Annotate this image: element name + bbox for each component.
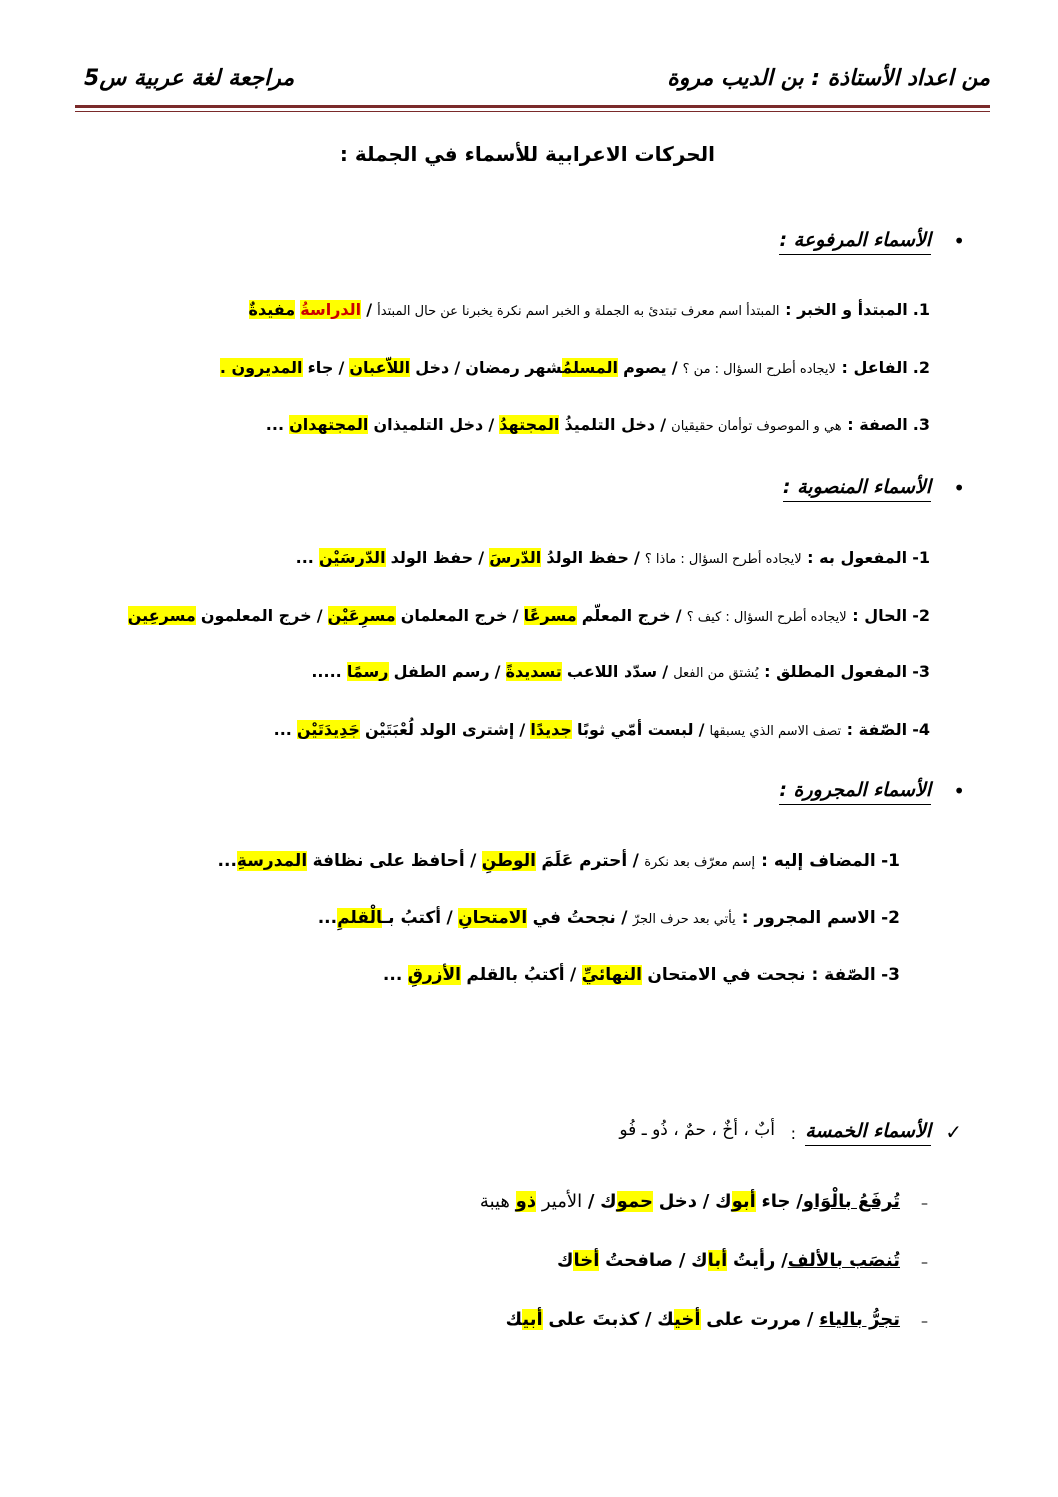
separator: / <box>702 1191 710 1212</box>
example-highlight: المديرون . <box>219 358 303 377</box>
header-right: من اعداد الأستاذة : بن الديب مروة <box>667 66 990 91</box>
item-definition: إسم معرّف بعد نكرة <box>644 855 756 870</box>
example-text: هيبة <box>479 1191 510 1212</box>
bullet-icon: • <box>953 779 965 803</box>
item-number: 1- <box>881 851 900 871</box>
item-number: 2- <box>881 908 900 928</box>
item-label: الاسم المجرور <box>754 908 876 928</box>
section-heading-marfoua: الأسماء المرفوعة : <box>779 229 931 255</box>
item-definition: لايجاده أطرح السؤال : كيف ؟ <box>686 610 847 625</box>
separator: / <box>662 662 669 681</box>
list-item: 2. الفاعل : لايجاده أطرح السؤال : من ؟ / يصوم المسلمُشهر رمضان / دخل اللاّعبان / جاء المديرون . <box>219 358 930 377</box>
separator: / <box>454 358 461 377</box>
example-highlight: تسديدةً <box>505 662 562 681</box>
example-text: إشترى الولد لُعْبَتَيْن <box>365 720 515 739</box>
item-number: 4- <box>912 720 930 739</box>
header-rule <box>75 105 990 108</box>
list-item: 3- المفعول المطلق : يُشتق من الفعل / سدّد اللاعب تسديدةً / رسم الطفل رسمًا ..... <box>311 662 930 681</box>
example-highlight: المجتهدُ <box>499 415 560 434</box>
example-text: يصوم <box>623 358 667 377</box>
list-item: 2- الحال : لايجاده أطرح السؤال : كيف ؟ / خرج المعلّم مسرعًا / خرج المعلمان مسرِعَيْن / خرج المعلمون مسرعِين <box>127 606 930 625</box>
example-text: نجحتُ في <box>532 908 616 928</box>
rule-text: تُرفَعُ بالْوَاو <box>802 1191 900 1212</box>
list-item <box>480 1191 900 1212</box>
section-heading-colon: : <box>790 1124 796 1143</box>
example-highlight: الوطنِ <box>481 851 536 871</box>
list-item: 1. المبتدأ و الخبر : المبتدأ اسم معرف تبتدئ به الجملة و الخبر اسم نكرة يخبرنا عن حال المبتدأ / الدراسةُ مفيدةٌ <box>248 300 930 319</box>
item-number: 3- <box>912 662 930 681</box>
bullet-icon: • <box>953 476 965 500</box>
separator: / <box>570 965 577 985</box>
example-text: دخل <box>658 1191 698 1212</box>
example-text: صافحتُ <box>605 1250 674 1271</box>
separator: / <box>338 358 345 377</box>
separator: / <box>660 415 667 434</box>
separator: / <box>478 548 485 567</box>
item-number: 1- <box>912 548 930 567</box>
example-highlight: أخا <box>573 1250 600 1271</box>
item-label: الصّفة <box>824 965 876 985</box>
bullet-icon: • <box>953 229 965 253</box>
example-highlight: أبا <box>707 1250 728 1271</box>
example-text: مررت على <box>706 1309 802 1330</box>
example-highlight: مفيدةٌ <box>248 300 296 319</box>
example-highlight: المجتهدان <box>289 415 369 434</box>
example-text: ك <box>657 1309 675 1330</box>
list-item: 4- الصّفة : تصف الاسم الذي يسبقها / لبست أمّي ثوبًا جديدًا / إشترى الولد لُعْبَتَيْن جَدِيدَتَيْن ... <box>273 720 930 739</box>
item-label: الصّفة <box>858 720 908 739</box>
item-definition: لايجاده أطرح السؤال : من ؟ <box>682 362 836 377</box>
example-text: أحافظ على نظافة <box>312 851 465 871</box>
separator: / <box>470 851 477 871</box>
example-text: حفظ الولد <box>390 548 474 567</box>
example-text: خرج المعلمان <box>400 606 508 625</box>
example-text: أكتبُ بالقلم <box>466 965 565 985</box>
example-text: أحترم عَلَمَ <box>541 851 628 871</box>
example-highlight: الدّرسَيْن <box>318 548 386 567</box>
separator: / <box>587 1191 595 1212</box>
example-text: رأيتُ <box>733 1250 776 1271</box>
dash-icon: – <box>921 1255 928 1271</box>
item-definition: هي و الموصوف توأمان حقيقيان <box>671 419 842 434</box>
example-text: حفظ الولدُ <box>546 548 629 567</box>
example-highlight: أخي <box>674 1309 701 1330</box>
ellipsis: ... <box>317 908 338 928</box>
example-highlight: الدراسةُ <box>300 300 362 319</box>
item-label: الفاعل <box>853 358 908 377</box>
item-number: 3- <box>881 965 900 985</box>
list-item: 3- الصّفة : نجحت في الامتحان النهائيِّ / أكتبُ بالقلم الأزرقِ ... <box>382 965 900 985</box>
example-highlight: أبو <box>731 1191 756 1212</box>
ellipsis: ... <box>295 548 314 567</box>
example-highlight: جَدِيدَتَيْن <box>296 720 360 739</box>
item-definition: لايجاده أطرح السؤال : ماذا ؟ <box>644 552 802 567</box>
example-text: جاء <box>761 1191 791 1212</box>
example-text: ك <box>600 1191 617 1212</box>
example-highlight: المدرسةِ <box>236 851 308 871</box>
example-highlight: الدّرسَ <box>489 548 542 567</box>
example-highlight: الامتحانِ <box>458 908 528 928</box>
example-text: أكتبُ بـ <box>382 908 442 928</box>
separator: / <box>675 606 682 625</box>
separator: / <box>519 720 526 739</box>
item-label: المفعول المطلق <box>776 662 908 681</box>
item-definition: يأتي بعد حرف الجرّ <box>632 912 736 927</box>
example-text: الأمير <box>541 1191 583 1212</box>
header-rule-thin <box>75 111 990 112</box>
item-label: الحال <box>864 606 908 625</box>
ellipsis: ... <box>265 415 285 434</box>
ellipsis: ... <box>217 851 237 871</box>
section-heading-khamsa: الأسماء الخمسة <box>805 1120 931 1146</box>
example-highlight: الأزرقِ <box>407 965 461 985</box>
item-label: المضاف إليه <box>773 851 876 871</box>
item-label: المبتدأ و الخبر <box>797 300 908 319</box>
example-text: خرج المعلمون <box>200 606 312 625</box>
example-text: كذبتَ على <box>548 1309 640 1330</box>
header-left: مراجعة لغة عربية س5 <box>84 66 295 91</box>
five-nouns-list: أبٌ ، أخٌ ، حمٌ ، ذُو ـ فُو <box>619 1120 775 1140</box>
separator: / <box>678 1250 686 1271</box>
separator: / <box>671 358 678 377</box>
example-highlight: أبي <box>522 1309 543 1330</box>
example-text: لبست أمّي ثوبًا <box>576 720 694 739</box>
example-highlight: المسلمُ <box>562 358 618 377</box>
rule-text: تجرُّ بالياء <box>819 1309 900 1330</box>
separator: / <box>796 1191 803 1212</box>
item-number: 3. <box>912 415 930 434</box>
item-number: 2- <box>912 606 930 625</box>
separator: / <box>316 606 323 625</box>
list-item <box>506 1309 900 1330</box>
separator: / <box>633 548 640 567</box>
section-heading-mansouba: الأسماء المنصوبة : <box>783 476 931 502</box>
example-highlight: مسرِعَيْن <box>327 606 396 625</box>
example-highlight: اللاّعبان <box>349 358 411 377</box>
separator: / <box>698 720 705 739</box>
separator: / <box>512 606 519 625</box>
item-definition: المبتدأ اسم معرف تبتدئ به الجملة و الخبر اسم نكرة يخبرنا عن حال المبتدأ <box>377 304 780 319</box>
separator: / <box>621 908 628 928</box>
list-item: 3. الصفة : هي و الموصوف توأمان حقيقيان / دخل التلميذُ المجتهدُ / دخل التلميذان المجتهدان ... <box>265 415 930 434</box>
rule-text: تُنصَب بالألف <box>787 1250 900 1271</box>
separator: / <box>366 300 373 319</box>
separator: / <box>644 1309 652 1330</box>
example-text: دخل التلميذُ <box>564 415 656 434</box>
example-text: ك <box>715 1191 732 1212</box>
example-text: جاء <box>307 358 334 377</box>
example-text: ك <box>556 1250 574 1271</box>
example-highlight: النهائيِّ <box>581 965 642 985</box>
separator: / <box>806 1309 814 1330</box>
example-highlight: ذو <box>515 1191 537 1212</box>
item-definition: تصف الاسم الذي يسبقها <box>709 724 842 739</box>
example-text: رسم الطفل <box>393 662 490 681</box>
list-item: 2- الاسم المجرور : يأتي بعد حرف الجرّ / نجحتُ في الامتحانِ / أكتبُ بـالْقلمِ... <box>317 908 900 928</box>
checkmark-icon: ✓ <box>945 1120 962 1144</box>
item-number: 1. <box>912 300 930 319</box>
example-text: نجحت في الامتحان <box>647 965 806 985</box>
dash-icon: – <box>921 1314 928 1330</box>
example-highlight: الْقلمِ <box>337 908 383 928</box>
item-label: الصفة <box>859 415 908 434</box>
list-item: 1- المفعول به : لايجاده أطرح السؤال : ماذا ؟ / حفظ الولدُ الدّرسَ / حفظ الولد الدّرسَيْن ... <box>295 548 930 567</box>
example-text: دخل التلميذان <box>373 415 484 434</box>
item-definition: يُشتق من الفعل <box>673 666 759 681</box>
separator: / <box>494 662 501 681</box>
separator: / <box>488 415 495 434</box>
separator: / <box>446 908 453 928</box>
example-text: ك <box>691 1250 708 1271</box>
example-text: ك <box>505 1309 523 1330</box>
example-highlight: حمو <box>616 1191 653 1212</box>
ellipsis: ... <box>273 720 292 739</box>
separator: / <box>632 851 639 871</box>
ellipsis: ... <box>382 965 403 985</box>
example-highlight: رسمًا <box>346 662 389 681</box>
dash-icon: – <box>921 1196 928 1212</box>
example-text: دخل <box>415 358 450 377</box>
example-highlight: مسرعًا <box>523 606 577 625</box>
list-item <box>557 1250 900 1271</box>
separator: / <box>781 1250 788 1271</box>
ellipsis: ..... <box>311 662 342 681</box>
example-highlight: مسرعِين <box>127 606 196 625</box>
page-title: الحركات الاعرابية للأسماء في الجملة : <box>339 142 715 166</box>
item-number: 2. <box>912 358 930 377</box>
example-text: سدّد اللاعب <box>566 662 658 681</box>
section-heading-majroura: الأسماء المجرورة : <box>779 779 931 805</box>
item-label: المفعول به <box>819 548 908 567</box>
example-text: خرج المعلّم <box>581 606 671 625</box>
example-highlight: جديدًا <box>530 720 572 739</box>
example-text: شهر رمضان <box>465 358 563 377</box>
list-item: 1- المضاف إليه : إسم معرّف بعد نكرة / أحترم عَلَمَ الوطنِ / أحافظ على نظافة المدرسةِ... <box>217 851 900 871</box>
